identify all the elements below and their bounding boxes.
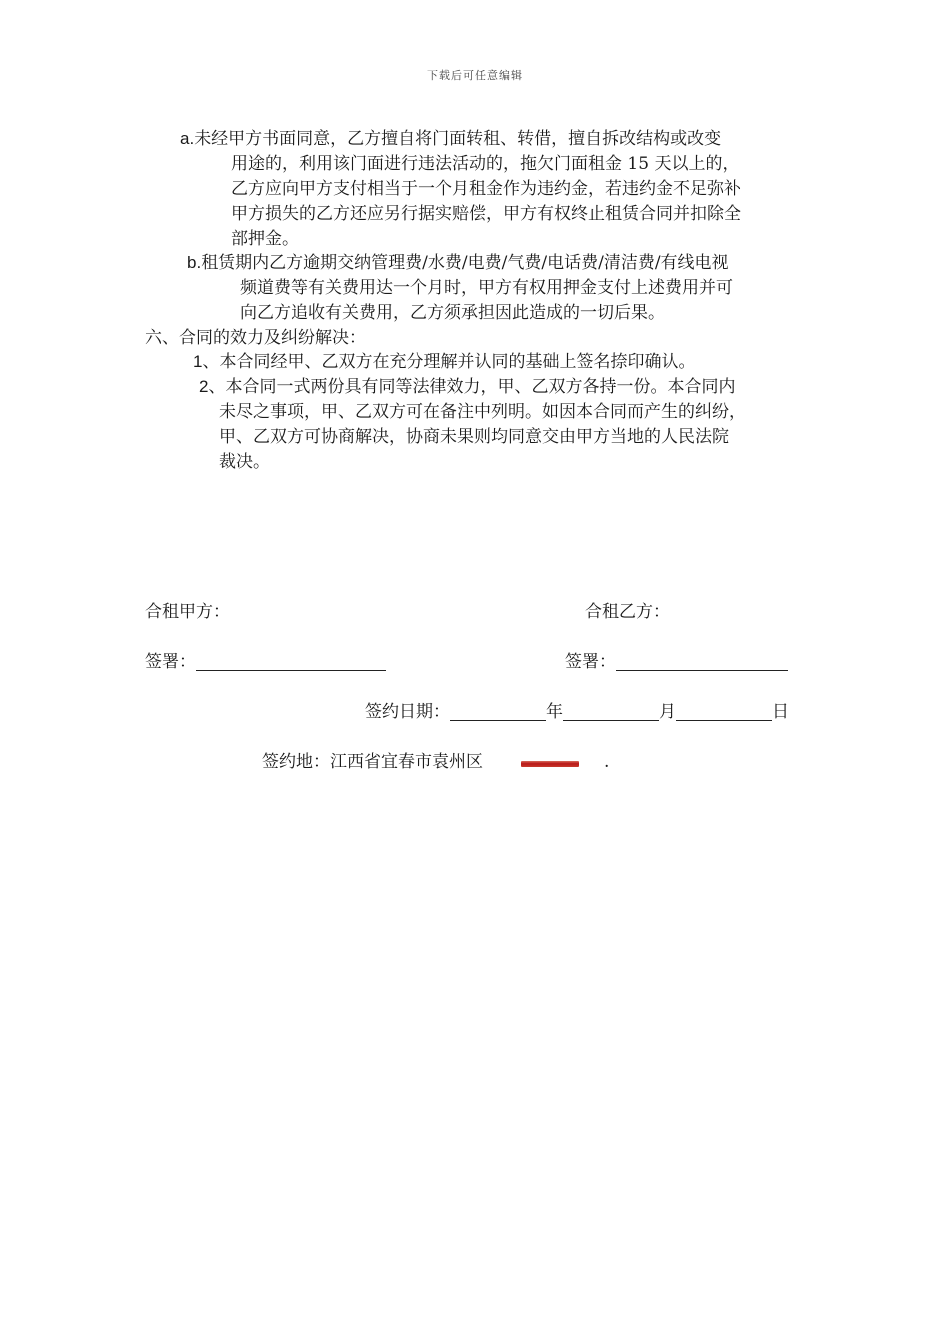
signing-place-end: .	[604, 752, 610, 772]
clause-a-line-4: 甲方损失的乙方还应另行据实赔偿，甲方有权终止租赁合同并扣除全	[231, 204, 741, 224]
day-label: 日	[772, 702, 789, 722]
clause-a-text-1: 未经甲方书面同意，乙方擅自将门面转租、转借，擅自拆改结构或改变	[194, 129, 722, 149]
header-note: 下载后可任意编辑	[427, 69, 523, 82]
clause-b-text-1: 租赁期内乙方逾期交纳管理费/水费/电费/气费/电话费/清洁费/有线电视	[201, 253, 729, 273]
day-blank[interactable]	[676, 702, 772, 721]
party-a-label: 合租甲方：	[145, 602, 230, 622]
sign-a-label: 签署：	[145, 652, 196, 672]
clause-b-line-2: 频道费等有关费用达一个月时，甲方有权用押金支付上述费用并可	[240, 278, 733, 298]
clause-a-line-1	[180, 127, 721, 151]
signing-place: 签约地：江西省宜春市袁州区	[262, 752, 483, 772]
section-6-title: 六、合同的效力及纠纷解决：	[145, 328, 366, 348]
item-2-marker: 2	[199, 377, 209, 396]
clause-a-line-2: 用途的，利用该门面进行违法活动的，拖欠门面租金 15 天以上的，	[231, 154, 740, 174]
clause-a-line-5: 部押金。	[231, 229, 299, 249]
red-stamp-mark	[521, 761, 579, 767]
section-6-item-2-line-2: 未尽之事项，甲、乙双方可在备注中列明。如因本合同而产生的纠纷，	[219, 402, 746, 422]
date-label: 签约日期：	[365, 702, 450, 722]
item-1-marker: 1	[193, 352, 203, 371]
clause-a-line-3: 乙方应向甲方支付相当于一个月租金作为违约金，若违约金不足弥补	[231, 179, 741, 199]
sign-b-blank[interactable]	[616, 652, 788, 671]
section-6-item-2-line-1	[199, 375, 735, 399]
year-label: 年	[546, 702, 563, 722]
section-6-item-2-line-4: 裁决。	[219, 452, 270, 472]
item-2-text-1: 、本合同一式两份具有同等法律效力，甲、乙双方各持一份。本合同内	[208, 377, 736, 397]
month-label: 月	[659, 702, 676, 722]
clause-b-line-3: 向乙方追收有关费用，乙方须承担因此造成的一切后果。	[240, 303, 665, 323]
signing-date-row	[365, 700, 789, 724]
party-b-label: 合租乙方：	[585, 602, 670, 622]
sign-a-blank[interactable]	[196, 652, 386, 671]
clause-b-line-1	[187, 251, 729, 275]
clause-b-marker: b.	[187, 253, 202, 272]
month-blank[interactable]	[563, 702, 659, 721]
sign-b-label: 签署：	[565, 652, 616, 672]
section-6-item-2-line-3: 甲、乙双方可协商解决，协商未果则均同意交由甲方当地的人民法院	[219, 427, 729, 447]
sign-b-row	[565, 650, 788, 674]
section-6-item-1	[193, 350, 695, 374]
sign-a-row	[145, 650, 386, 674]
clause-a-marker: a.	[180, 129, 195, 148]
item-1-text: 、本合同经甲、乙双方在充分理解并认同的基础上签名捺印确认。	[202, 352, 696, 372]
year-blank[interactable]	[450, 702, 546, 721]
